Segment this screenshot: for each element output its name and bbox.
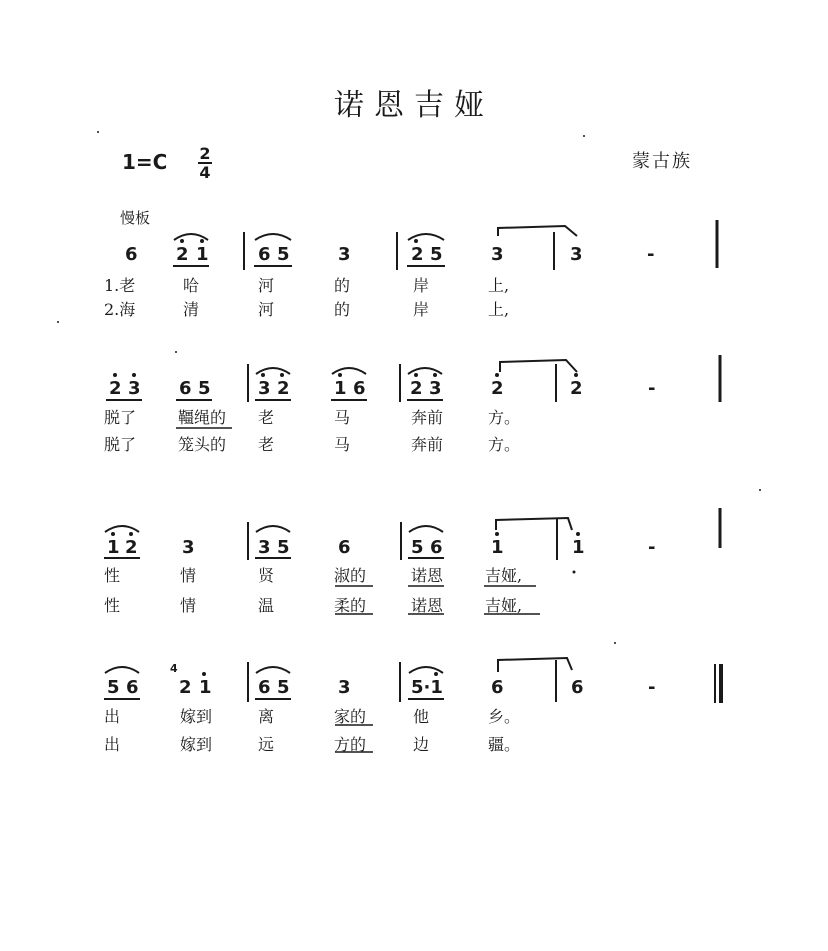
speck (97, 131, 99, 133)
lyric-syllable: 性 (104, 566, 121, 585)
note: 6 (258, 244, 271, 265)
lyric-syllable: 吉娅, (485, 566, 523, 585)
octave-dot (495, 532, 499, 536)
octave-dot (261, 373, 265, 377)
key-signature: 1=C (122, 150, 168, 174)
tempo-marking: 慢板 (120, 209, 151, 227)
note: 2 (277, 378, 290, 399)
lyric-syllable: 的 (334, 276, 351, 295)
lyric-syllable: 边 (413, 735, 430, 754)
lyric-syllable: 河 (258, 300, 275, 319)
lyric-syllable: 温 (258, 596, 275, 615)
lyric-syllable: 韁绳的 (178, 408, 227, 427)
speck (573, 571, 576, 574)
speck (614, 642, 616, 644)
tie (498, 658, 572, 672)
note: - (647, 244, 655, 265)
lyric-syllable: 吉娅, (485, 596, 523, 615)
octave-dot (132, 373, 136, 377)
speck (759, 489, 761, 491)
lyric-syllable: 乡。 (488, 707, 521, 726)
slur (256, 526, 290, 532)
lyric-syllable: 脱了 (104, 435, 137, 454)
note: 3 (338, 244, 351, 265)
note: 6 (353, 378, 366, 399)
note: 3 (182, 537, 195, 558)
note: 1 (199, 677, 212, 698)
lyric-syllable: 出 (104, 707, 121, 726)
lyric-syllable: 笼头的 (178, 435, 227, 454)
octave-dot (113, 373, 117, 377)
octave-dot (200, 239, 204, 243)
note: 5 (411, 537, 424, 558)
lyric-syllable: 贤 (258, 566, 275, 585)
lyric-syllable: 老 (258, 408, 275, 427)
lyric-syllable: 老 (258, 435, 275, 454)
note: 6 (430, 537, 443, 558)
octave-dot (414, 373, 418, 377)
note: 3 (570, 244, 583, 265)
lyric-syllable: 的 (334, 300, 351, 319)
slur (105, 526, 139, 532)
octave-dot (111, 532, 115, 536)
note: 5·1 (411, 677, 443, 698)
slur (105, 667, 139, 673)
note: 3 (128, 378, 141, 399)
note: 1 (572, 537, 585, 558)
slur (409, 667, 443, 673)
octave-dot (414, 239, 418, 243)
octave-dot (574, 373, 578, 377)
slur (408, 234, 444, 240)
lyric-syllable: 2.海 (104, 300, 136, 319)
tie (496, 518, 572, 530)
slur (408, 368, 442, 374)
note: 6 (258, 677, 271, 698)
note: 6 (571, 677, 584, 698)
note: 5 (277, 677, 290, 698)
note: 2 (109, 378, 122, 399)
note: 5 (277, 244, 290, 265)
note: 6 (491, 677, 504, 698)
speck (583, 135, 585, 137)
slur (174, 234, 208, 240)
slur (256, 667, 290, 673)
note: 5 (277, 537, 290, 558)
note: 6 (125, 244, 138, 265)
lyric-syllable: 奔前 (411, 408, 444, 427)
note: 3 (258, 378, 271, 399)
song-origin: 蒙古族 (632, 151, 692, 172)
tie (500, 360, 577, 372)
slur (332, 368, 366, 374)
note: 1 (491, 537, 504, 558)
note: 2 (491, 378, 504, 399)
note: 3 (429, 378, 442, 399)
lyric-syllable: 方。 (488, 408, 521, 427)
note: 2 (410, 378, 423, 399)
note: - (648, 677, 656, 698)
lyric-syllable: 疆。 (488, 735, 521, 754)
lyric-syllable: 上, (488, 276, 510, 295)
note: 5 (430, 244, 443, 265)
time-signature-top: 2 (199, 144, 211, 163)
time-signature-bottom: 4 (199, 163, 211, 182)
lyric-syllable: 哈 (183, 276, 200, 295)
lyric-syllable: 方。 (488, 435, 521, 454)
lyric-syllable: 情 (180, 566, 197, 585)
note: 6 (126, 677, 139, 698)
note: 3 (491, 244, 504, 265)
note: 2 (125, 537, 138, 558)
octave-dot (495, 373, 499, 377)
note: - (648, 537, 656, 558)
lyric-syllable: 嫁到 (180, 735, 213, 754)
lyric-syllable: 家的 (334, 707, 367, 726)
lyric-syllable: 出 (104, 735, 121, 754)
octave-dot (434, 672, 438, 676)
lyric-syllable: 诺恩 (411, 596, 444, 615)
slur (256, 368, 290, 374)
lyric-syllable: 远 (258, 735, 275, 754)
lyric-syllable: 方的 (334, 735, 367, 754)
note: 1 (196, 244, 209, 265)
grace-note: 4 (170, 662, 178, 675)
speck (57, 321, 59, 323)
slur (255, 234, 291, 240)
lyric-syllable: 岸 (413, 276, 430, 295)
note: 2 (411, 244, 424, 265)
note: 5 (198, 378, 211, 399)
octave-dot (576, 532, 580, 536)
lyric-syllable: 离 (258, 707, 275, 726)
lyric-syllable: 他 (413, 707, 430, 726)
speck (175, 351, 177, 353)
octave-dot (433, 373, 437, 377)
octave-dot (129, 532, 133, 536)
lyric-syllable: 岸 (413, 300, 430, 319)
octave-dot (338, 373, 342, 377)
note: 3 (258, 537, 271, 558)
lyric-syllable: 柔的 (334, 596, 367, 615)
lyric-syllable: 马 (334, 435, 351, 454)
note: 6 (338, 537, 351, 558)
lyric-syllable: 1.老 (104, 276, 136, 295)
lyric-syllable: 河 (258, 276, 275, 295)
lyric-syllable: 脱了 (104, 408, 137, 427)
lyric-syllable: 上, (488, 300, 510, 319)
octave-dot (202, 672, 206, 676)
lyric-syllable: 清 (183, 300, 200, 319)
lyric-syllable: 嫁到 (180, 707, 213, 726)
note: 6 (179, 378, 192, 399)
note: - (648, 378, 656, 399)
lyric-syllable: 马 (334, 408, 351, 427)
slur (409, 526, 443, 532)
note: 5 (107, 677, 120, 698)
tie (498, 226, 577, 236)
note: 2 (570, 378, 583, 399)
lyric-syllable: 淑的 (334, 566, 367, 585)
song-title: 诺恩吉娅 (334, 88, 494, 123)
note: 1 (107, 537, 120, 558)
note: 2 (176, 244, 189, 265)
note: 3 (338, 677, 351, 698)
lyric-syllable: 性 (104, 596, 121, 615)
lyric-syllable: 奔前 (411, 435, 444, 454)
note: 1 (334, 378, 347, 399)
lyric-syllable: 诺恩 (411, 566, 444, 585)
octave-dot (180, 239, 184, 243)
octave-dot (280, 373, 284, 377)
note: 2 (179, 677, 192, 698)
lyric-syllable: 情 (180, 596, 197, 615)
